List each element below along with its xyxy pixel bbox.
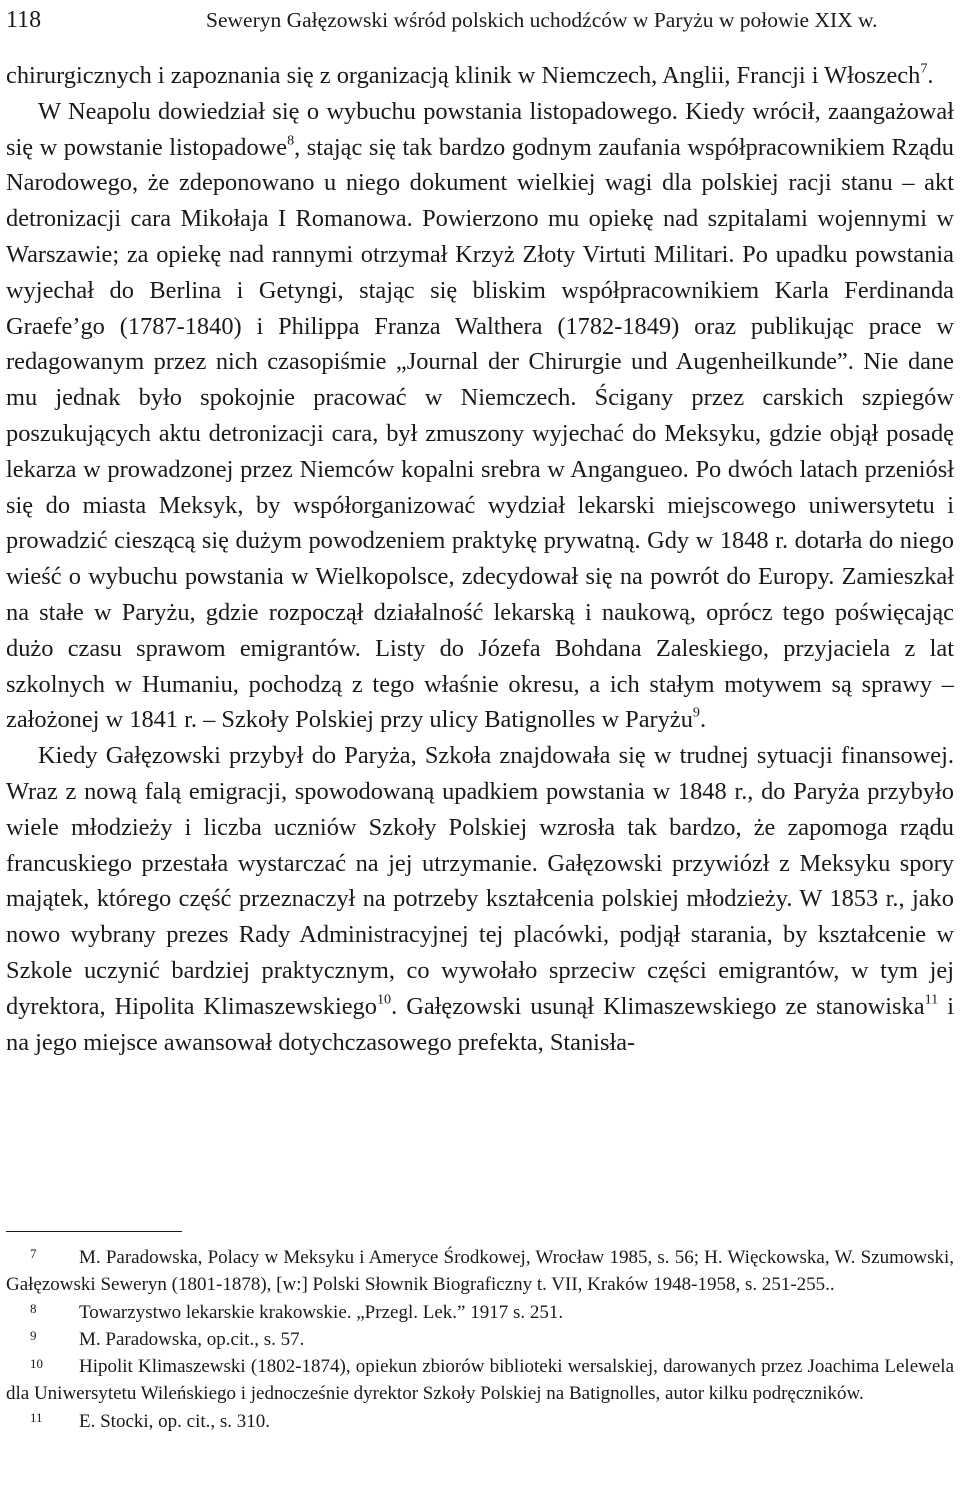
page-number: 118 xyxy=(6,7,42,33)
footnote: 10 Hipolit Klimaszewski (1802-1874), opiekun zbiorów biblioteki wersalskiej, darowanych przez Joachima Lelewela dla Uniwersytetu Wileńskiego i jednocześnie dyrektor Szkoły Polskiej na Batignolles, autor kilku podręczników. xyxy=(6,1355,954,1405)
footnote: 7 M. Paradowska, Polacy w Meksyku i Ameryce Środkowej, Wrocław 1985, s. 56; H. Więckowska, W. Szumowski, Gałęzowski Seweryn (1801-1878), [w:] Polski Słownik Biograficzny t. VII, Kraków 1948-1958, s. 251-255.. xyxy=(6,1246,954,1296)
footnote-ref-9[interactable]: 9 xyxy=(692,704,700,721)
footnote: 8 Towarzystwo lekarskie krakowskie. „Przegl. Lek.” 1917 s. 251. xyxy=(30,1301,564,1323)
footnotes xyxy=(6,1244,954,1435)
footnote-ref-8[interactable]: 8 xyxy=(287,131,295,148)
main-text xyxy=(6,58,954,1060)
footnote: 9 M. Paradowska, op.cit., s. 57. xyxy=(30,1328,305,1350)
paragraph-text: , stając się tak bardzo godnym zaufania współpracownikiem Rządu Narodowego, że zdeponowano u niego dokument wielkiej wagi dla polskiej racji stanu – akt detronizacji cara Mikołaja I Romanowa. Powierzono mu opiekę nad szpitalami wojennymi w Warszawie; za opiekę nad rannymi otrzymał Krzyż Złoty Virtuti Militari. Po upadku powstania wyjechał do Berlina i Getyngi, stając się bliskim współpracownikiem Karla Ferdinanda Graefe’go (1787-1840) i Philippa Franza Walthera (1782-1849) oraz publikując prace w redagowanym przez nich czasopiśmie „Journal der Chirurgie und Augenheilkunde”. Nie dane mu jednak było spokojnie pracować w Niemczech. Ścigany przez carskich szpiegów poszukujących aktu detronizacji cara, był zmuszony wyjechać do Meksyku, gdzie objął posadę lekarza w prowadzonej przez Niemców kopalni srebra w Angangueo. Po dwóch latach przeniósł się do miasta Meksyk, by współorganizować wydział lekarski miejscowego uniwersytetu i prowadzić cieszącą się dużym powodzeniem praktykę prywatną. Gdy w 1848 r. dotarła do niego wieść o wybuchu powstania w Wielkopolsce, zdecydował się na powrót do Europy. Zamieszkał na stałe w Paryżu, gdzie rozpoczął działalność lekarską i naukową, oprócz tego poświęcając dużo czasu sprawom emigrantów. Listy do Józefa Bohdana Zaleskiego, przyjaciela z lat szkolnych w Humaniu, pochodzą z tego właśnie okresu, a ich stałym motywem są sprawy – założonej w 1841 r. – Szkoły Polskiej przy ulicy Batignolles w Paryżu xyxy=(6,133,954,734)
paragraph-text: . Gałęzowski usunął Klimaszewskiego ze stanowiska xyxy=(391,992,925,1020)
footnote-text: M. Paradowska, Polacy w Meksyku i Ameryce Środkowej, Wrocław 1985, s. 56; H. Więckowska, W. Szumowski, Gałęzowski Seweryn (1801-1878), [w:] Polski Słownik Biograficzny t. VII, Kraków 1948-1958, s. 251-255.. xyxy=(6,1247,954,1296)
running-title: Seweryn Gałęzowski wśród polskich uchodźców w Paryżu w połowie XIX w. xyxy=(206,8,878,32)
paragraph-text: i na jego miejsce awansował dotychczasowego prefekta, Stanisła- xyxy=(6,992,954,1056)
paragraph-3 xyxy=(6,738,954,1060)
paragraph-2 xyxy=(6,94,954,738)
footnote-text: M. Paradowska, op.cit., s. 57. xyxy=(79,1328,305,1350)
footnote-ref-7[interactable]: 7 xyxy=(920,60,928,77)
footnote-text: E. Stocki, op. cit., s. 310. xyxy=(79,1410,271,1432)
footnote-text: Hipolit Klimaszewski (1802-1874), opiekun zbiorów biblioteki wersalskiej, darowanych przez Joachima Lelewela dla Uniwersytetu Wileńskiego i jednocześnie dyrektor Szkoły Polskiej na Batignolles, autor kilku podręczników. xyxy=(6,1356,954,1405)
paragraph-text: W Neapolu dowiedział się o wybuchu powstania listopadowego. Kiedy wrócił, zaangażował się w powstanie listopadowe xyxy=(6,97,954,161)
running-header xyxy=(6,0,956,40)
paragraph-text: . xyxy=(927,62,934,89)
footnote: 11 E. Stocki, op. cit., s. 310. xyxy=(30,1410,271,1432)
footnote-separator xyxy=(6,1231,182,1232)
paragraph-text: Kiedy Gałęzowski przybył do Paryża, Szkoła znajdowała się w trudnej sytuacji finansowej. Wraz z nową falą emigracji, spowodowaną upadkiem powstania w 1848 r., do Paryża przybyło wiele młodzieży i liczba uczniów Szkoły Polskiej wzrosła tak bardzo, że zapomoga rządu francuskiego przestała wystarczać na jej utrzymanie. Gałęzowski przywiózł z Meksyku spory majątek, którego część przeznaczył na potrzeby kształcenia polskiej młodzieży. W 1853 r., jako nowo wybrany prezes Rady Administracyjnej tej placówki, podjął starania, by kształcenie w Szkole uczynić bardziej praktycznym, co wywołało sprzeciw części emigrantów, w tym jej dyrektora, Hipolita Klimaszewskiego xyxy=(6,742,954,1020)
footnote-ref-11[interactable]: 11 xyxy=(924,991,939,1008)
footnote-text: Towarzystwo lekarskie krakowskie. „Przegl. Lek.” 1917 s. 251. xyxy=(79,1301,564,1323)
footnote-ref-10[interactable]: 10 xyxy=(376,991,392,1008)
paragraph-1 xyxy=(6,58,954,94)
paragraph-text: chirurgicznych i zapoznania się z organizacją klinik w Niemczech, Anglii, Francji i Włoszech xyxy=(6,62,921,89)
paragraph-text: . xyxy=(699,706,707,734)
